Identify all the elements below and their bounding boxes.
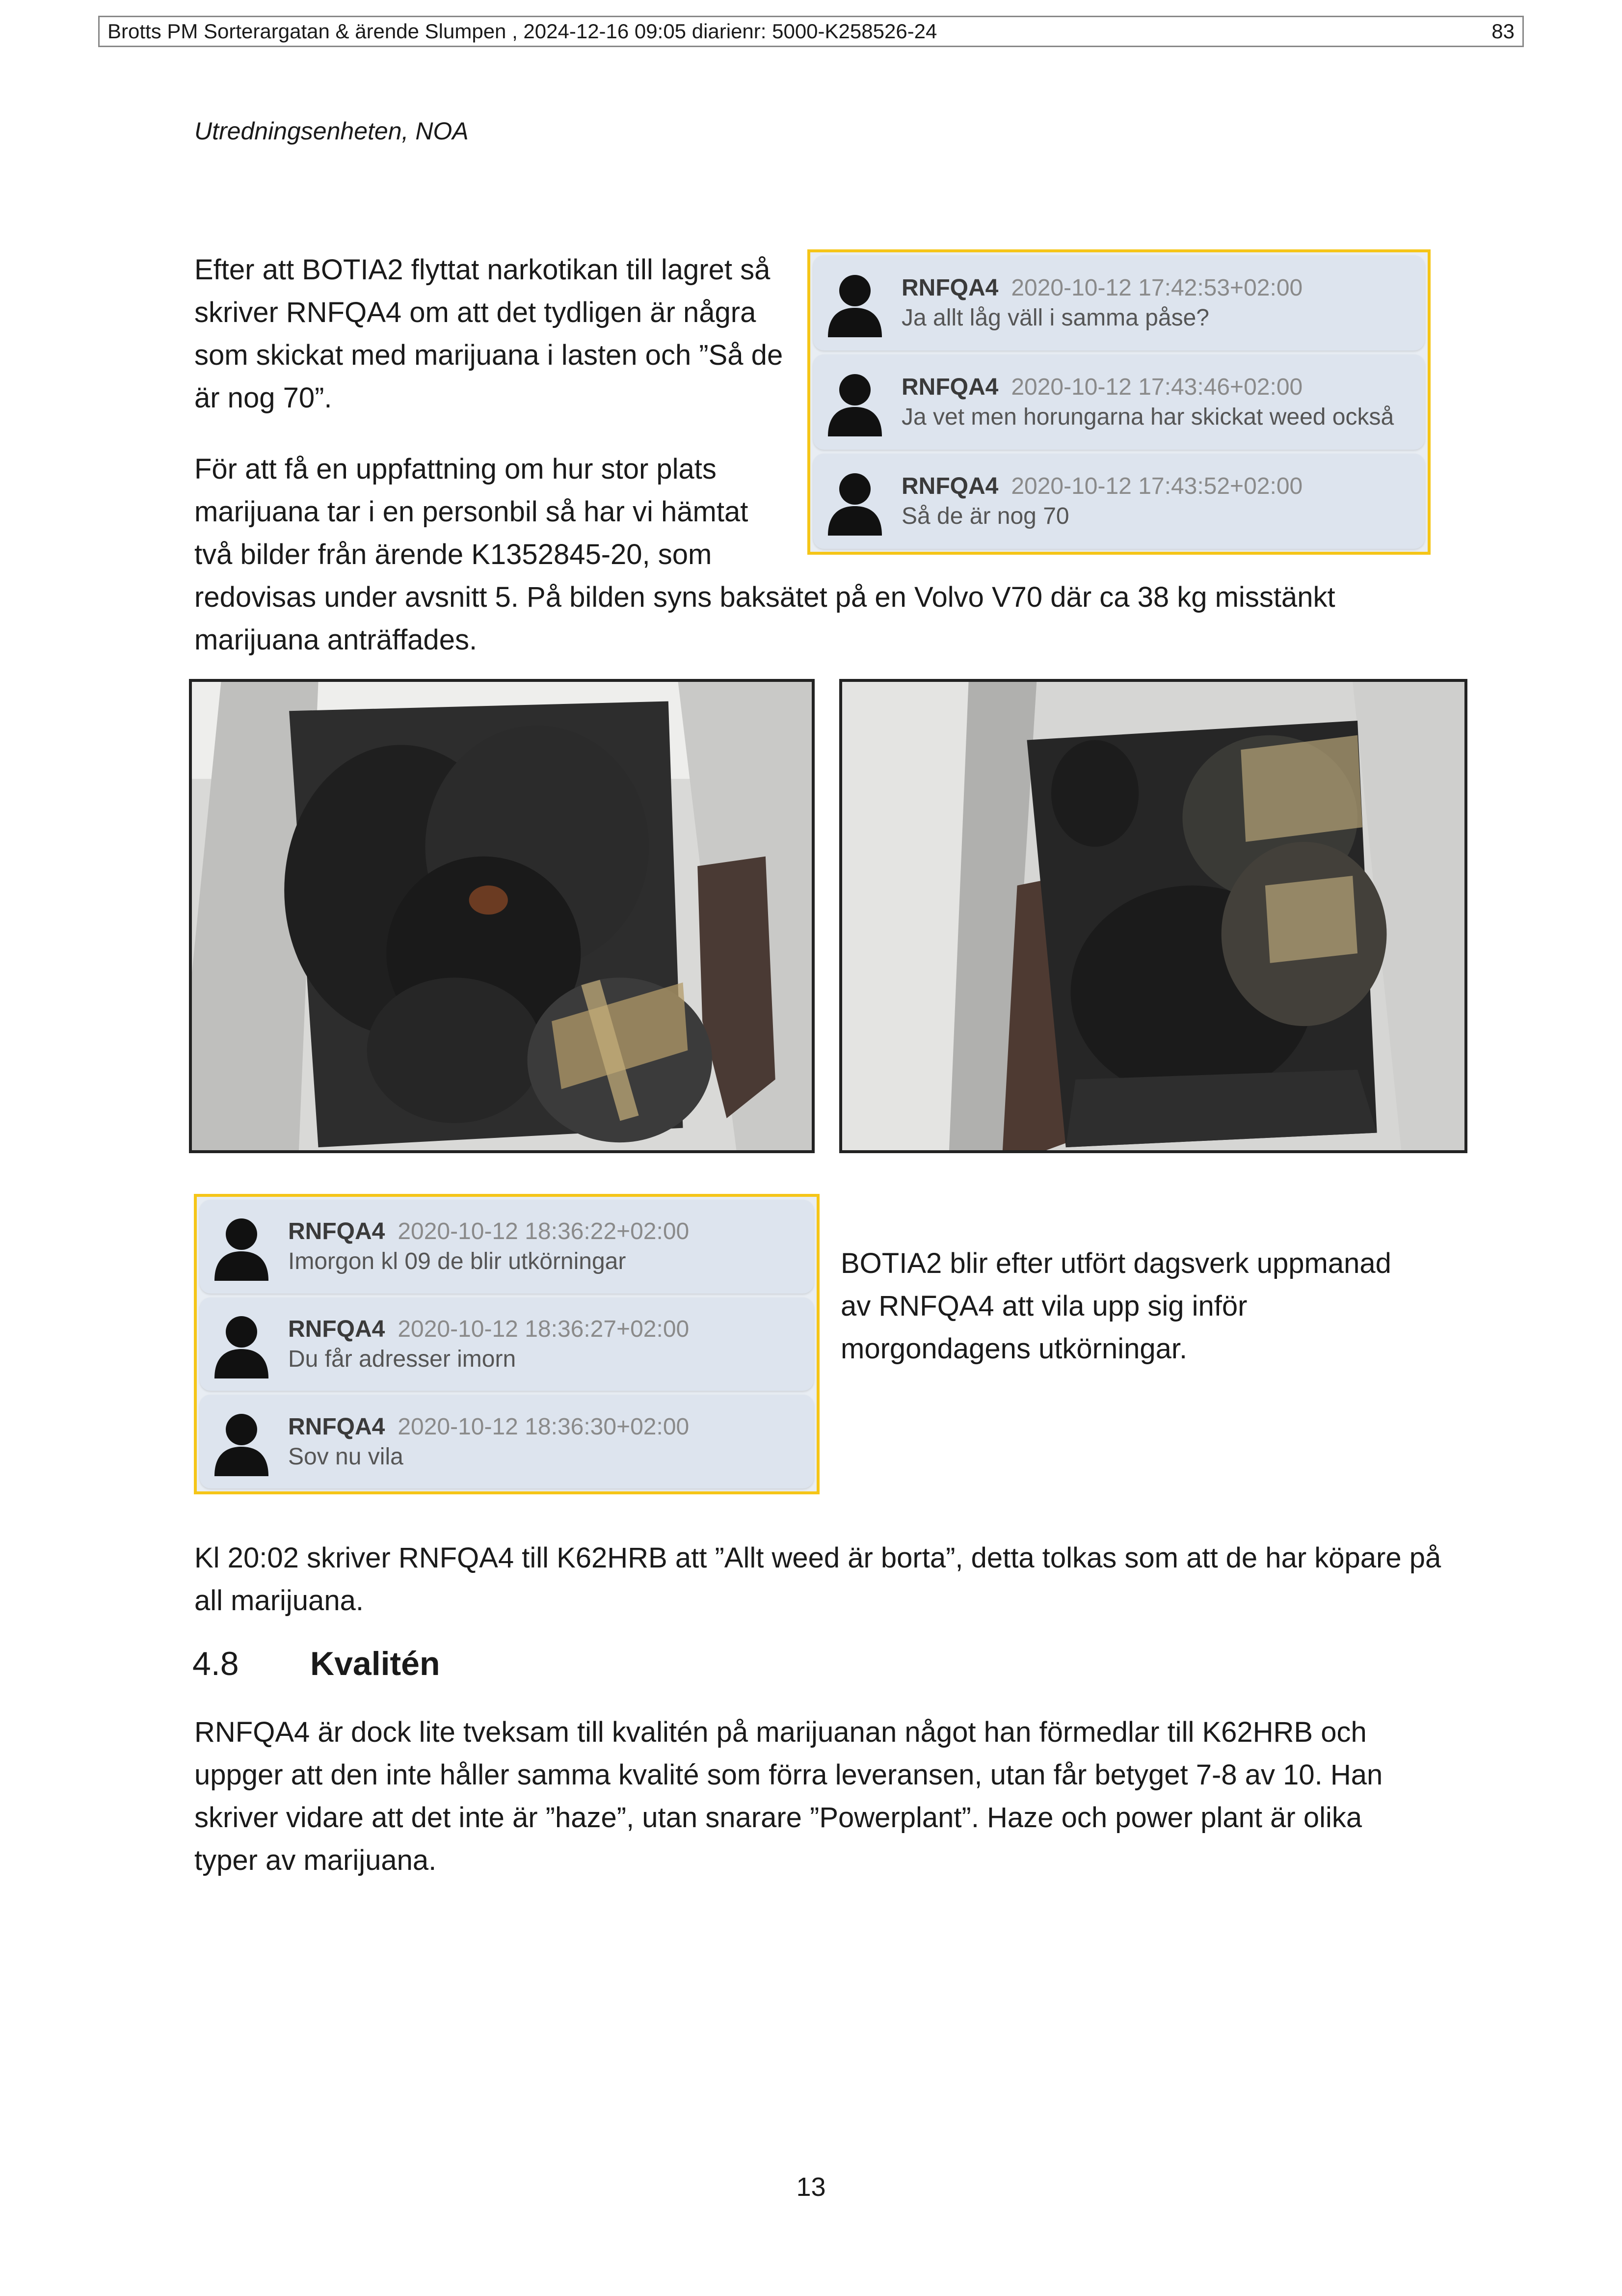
text-line: av RNFQA4 att vila upp sig inför bbox=[841, 1290, 1248, 1322]
chat-message bbox=[813, 454, 1425, 549]
text-line: morgondagens utkörningar. bbox=[841, 1333, 1188, 1365]
user-silhouette-icon bbox=[214, 1310, 268, 1378]
message-text: Så de är nog 70 bbox=[902, 503, 1069, 529]
message-timestamp: 2020-10-12 17:43:46+02:00 bbox=[1011, 374, 1303, 400]
text-line: För att få en uppfattning om hur stor plats bbox=[194, 453, 717, 485]
message-text: Ja vet men horungarna har skickat weed också bbox=[902, 404, 1394, 430]
text-line: marijuana anträffades. bbox=[194, 624, 478, 656]
message-timestamp: 2020-10-12 18:36:22+02:00 bbox=[398, 1218, 690, 1245]
message-timestamp: 2020-10-12 17:42:53+02:00 bbox=[1011, 275, 1303, 301]
text-line: all marijuana. bbox=[194, 1585, 364, 1617]
user-silhouette-icon bbox=[828, 269, 882, 337]
paragraph-intro bbox=[194, 248, 783, 419]
section-number: 4.8 bbox=[192, 1645, 239, 1682]
message-user: RNFQA4 bbox=[288, 1316, 385, 1342]
message-timestamp: 2020-10-12 18:36:27+02:00 bbox=[398, 1316, 690, 1342]
chat-message bbox=[200, 1200, 814, 1294]
message-timestamp: 2020-10-12 17:43:52+02:00 bbox=[1011, 473, 1303, 499]
text-line: redovisas under avsnitt 5. På bilden syns baksätet på en Volvo V70 där ca 38 kg misstänkt bbox=[194, 581, 1335, 613]
user-silhouette-icon bbox=[214, 1407, 268, 1476]
paragraph-quality bbox=[194, 1711, 1383, 1882]
user-silhouette-icon bbox=[828, 368, 882, 436]
chat-message bbox=[200, 1395, 814, 1488]
user-silhouette-icon bbox=[214, 1212, 268, 1281]
text-line: Efter att BOTIA2 flyttat narkotikan till lagret så bbox=[194, 254, 771, 286]
message-text: Sov nu vila bbox=[288, 1443, 403, 1470]
user-silhouette-icon bbox=[828, 467, 882, 536]
text-line: skriver RNFQA4 om att det tydligen är några bbox=[194, 297, 756, 328]
message-user: RNFQA4 bbox=[902, 473, 999, 499]
page-number: 13 bbox=[796, 2172, 826, 2202]
header-page-ref: 83 bbox=[1491, 20, 1515, 43]
message-text: Du får adresser imorn bbox=[288, 1346, 516, 1372]
text-line: Kl 20:02 skriver RNFQA4 till K62HRB att ”Allt weed är borta”, detta tolkas som att de har köpare på bbox=[194, 1542, 1441, 1574]
text-line: två bilder från ärende K1352845-20, som bbox=[194, 539, 712, 570]
message-user: RNFQA4 bbox=[288, 1218, 385, 1245]
chat-screenshot-1 bbox=[807, 249, 1431, 555]
section-heading bbox=[192, 1645, 440, 1683]
text-line: skriver vidare att det inte är ”haze”, utan snarare ”Powerplant”. Haze och power plant är olika bbox=[194, 1802, 1362, 1834]
department-label: Utredningsenheten, NOA bbox=[194, 117, 469, 145]
message-user: RNFQA4 bbox=[902, 374, 999, 400]
text-line: är nog 70”. bbox=[194, 382, 332, 414]
chat-message bbox=[813, 255, 1425, 351]
text-line: som skickat med marijuana i lasten och ”Så de bbox=[194, 339, 783, 371]
message-text: Imorgon kl 09 de blir utkörningar bbox=[288, 1248, 626, 1275]
message-text: Ja allt låg väll i samma påse? bbox=[902, 305, 1209, 331]
section-title: Kvalitén bbox=[310, 1645, 440, 1682]
document-header bbox=[98, 16, 1524, 47]
car-backseat-photo-2 bbox=[839, 679, 1467, 1153]
car-backseat-photo-1 bbox=[189, 679, 815, 1153]
chat-message bbox=[200, 1297, 814, 1391]
paragraph-sold-out bbox=[194, 1537, 1441, 1622]
text-line: BOTIA2 blir efter utfört dagsverk uppmanad bbox=[841, 1247, 1391, 1279]
chat-message bbox=[813, 354, 1425, 450]
chat-screenshot-2 bbox=[194, 1194, 820, 1494]
paragraph-rest bbox=[841, 1242, 1391, 1370]
message-user: RNFQA4 bbox=[288, 1413, 385, 1440]
header-title: Brotts PM Sorterargatan & ärende Slumpen , 2024-12-16 09:05 diarienr: 5000-K258526-24 bbox=[107, 20, 937, 43]
message-user: RNFQA4 bbox=[902, 275, 999, 301]
text-line: marijuana tar i en personbil så har vi hämtat bbox=[194, 496, 748, 528]
text-line: RNFQA4 är dock lite tveksam till kvalitén på marijuanan något han förmedlar till K62HRB och bbox=[194, 1716, 1367, 1748]
text-line: typer av marijuana. bbox=[194, 1844, 437, 1876]
text-line: uppger att den inte håller samma kvalité som förra leveransen, utan får betyget 7-8 av 10. Han bbox=[194, 1759, 1383, 1791]
message-timestamp: 2020-10-12 18:36:30+02:00 bbox=[398, 1413, 690, 1440]
